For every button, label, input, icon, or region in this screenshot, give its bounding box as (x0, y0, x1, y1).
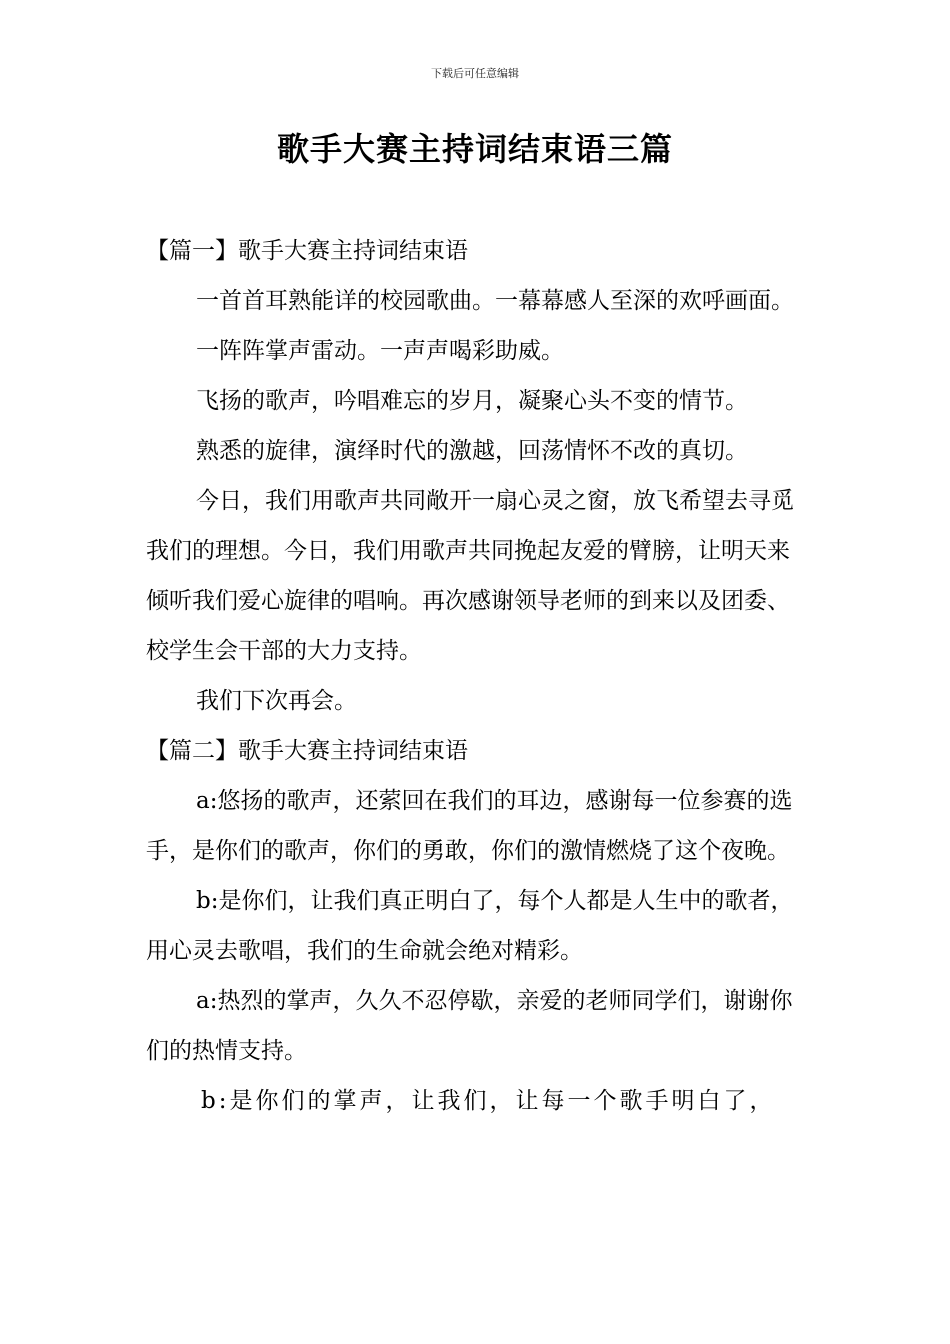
paragraph: 飞扬的歌声，吟唱难忘的岁月，凝聚心头不变的情节。 (196, 388, 748, 414)
document-body (146, 226, 811, 1126)
paragraph: 熟悉的旋律，演绎时代的激越，回荡情怀不改的真切。 (196, 438, 748, 464)
section-heading-1: 【篇一】歌手大赛主持词结束语 (146, 238, 468, 264)
paragraph: 今日，我们用歌声共同敞开一扇心灵之窗，放飞希望去寻觅我们的理想。今日，我们用歌声共同挽起友爱的臂膀，让明天来倾听我们爱心旋律的唱响。再次感谢领导老师的到来以及团委、校学生会干部的大力支持。 (146, 488, 794, 664)
paragraph: a:悠扬的歌声，还萦回在我们的耳边，感谢每一位参赛的选手，是你们的歌声，你们的勇敢，你们的激情燃烧了这个夜晚。 (146, 788, 793, 864)
page-header-note: 下载后可任意编辑 (431, 67, 519, 80)
paragraph: b:是你们，让我们真正明白了，每个人都是人生中的歌者，用心灵去歌唱，我们的生命就会绝对精彩。 (146, 888, 794, 964)
paragraph: b:是你们的掌声，让我们，让每一个歌手明白了， (201, 1088, 776, 1114)
paragraph: a:热烈的掌声，久久不忍停歇，亲爱的老师同学们，谢谢你们的热情支持。 (146, 988, 793, 1064)
paragraph: 一阵阵掌声雷动。一声声喝彩助威。 (196, 338, 564, 364)
paragraph: 一首首耳熟能详的校园歌曲。一幕幕感人至深的欢呼画面。 (196, 288, 794, 314)
paragraph: 我们下次再会。 (196, 688, 357, 714)
section-heading-2: 【篇二】歌手大赛主持词结束语 (146, 738, 468, 764)
document-title: 歌手大赛主持词结束语三篇 (276, 130, 673, 168)
